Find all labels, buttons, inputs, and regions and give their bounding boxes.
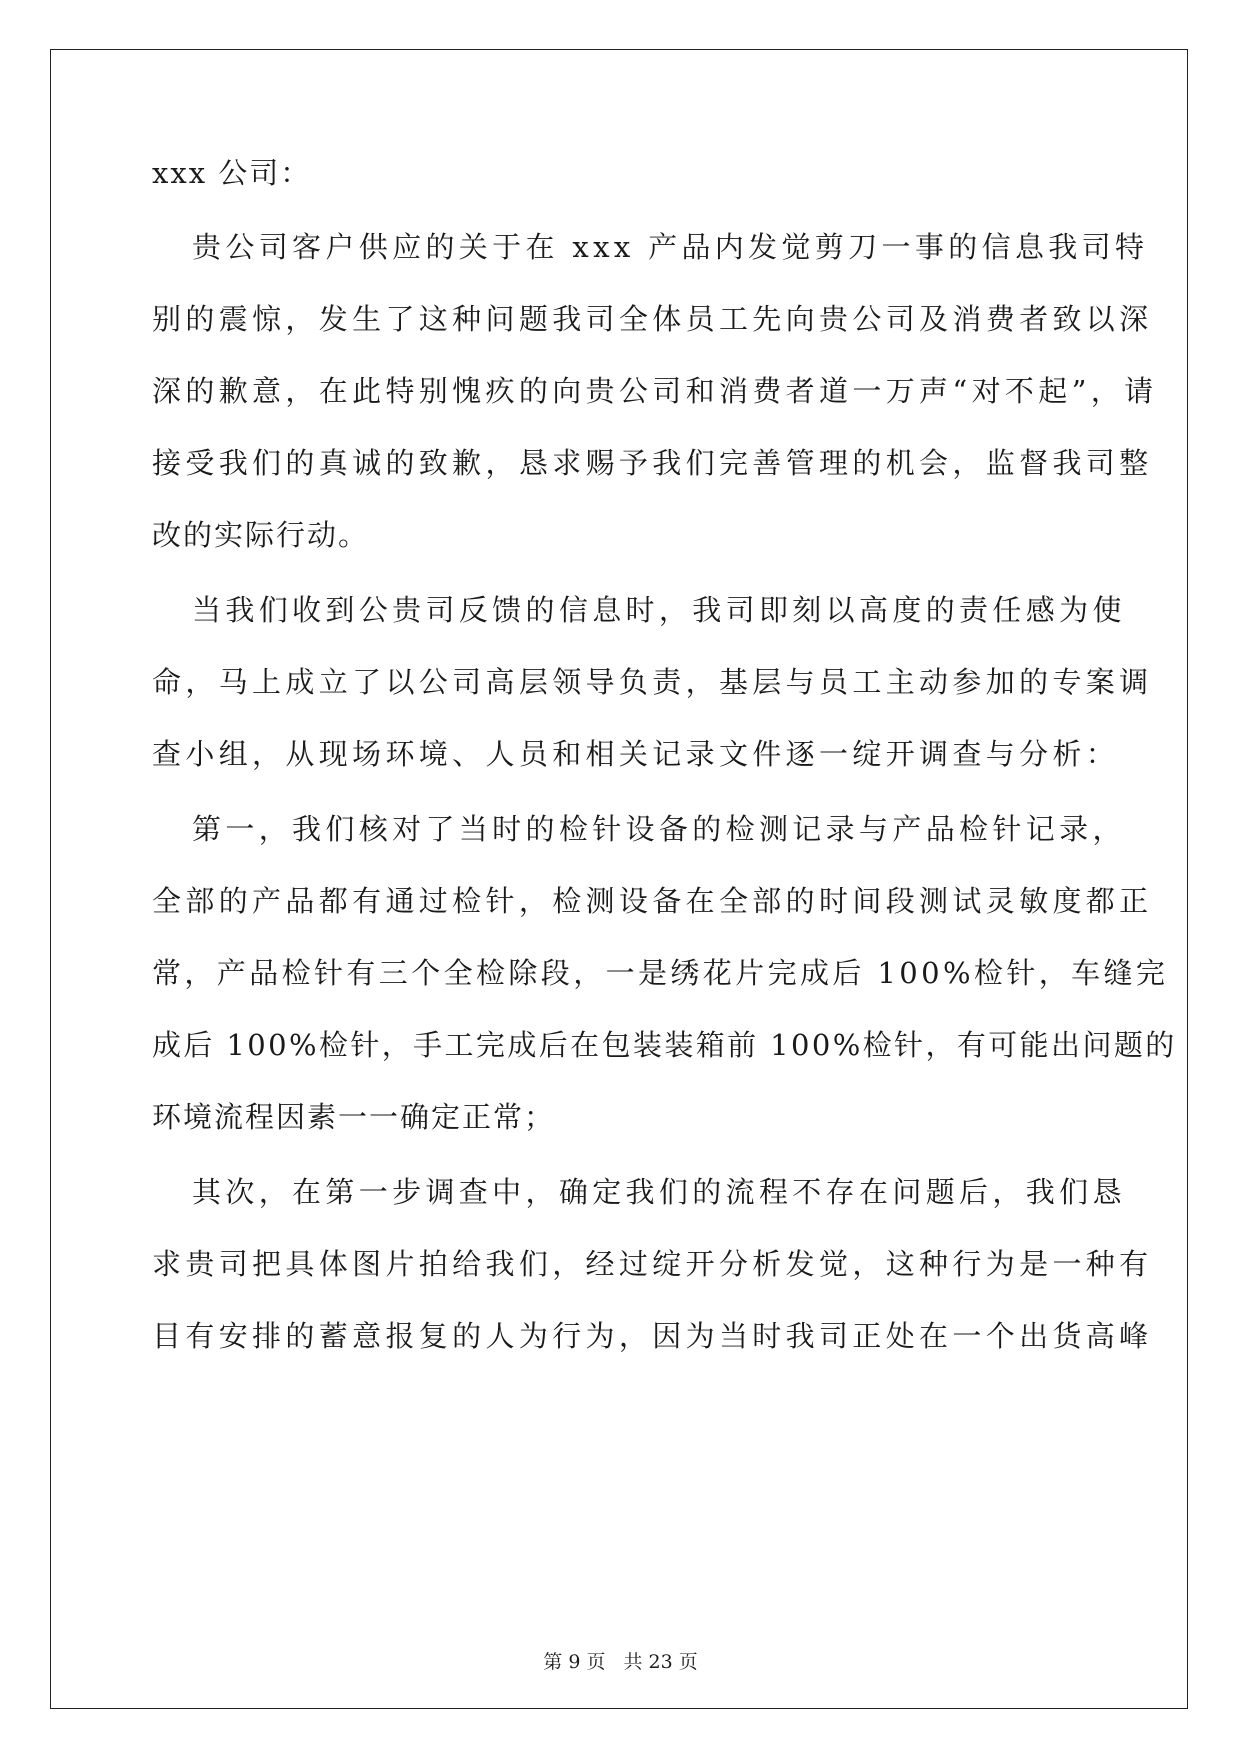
paragraph-4-line-3: 目有安排的蓄意报复的人为行为，因为当时我司正处在一个出货高峰 [152,1319,1153,1353]
paragraph-3-line-2: 全部的产品都有通过检针，检测设备在全部的时间段测试灵敏度都正 [152,884,1153,918]
paragraph-1-line-4: 接受我们的真诚的致歉，恳求赐予我们完善管理的机会，监督我司整 [152,446,1153,480]
paragraph-1-line-2: 别的震惊，发生了这种问题我司全体员工先向贵公司及消费者致以深 [152,302,1153,336]
salutation: xxx 公司： [152,156,312,190]
paragraph-4-line-2: 求贵司把具体图片拍给我们，经过绽开分析发觉，这种行为是一种有 [152,1247,1153,1281]
paragraph-3-line-1: 第一，我们核对了当时的检针设备的检测记录与产品检针记录， [192,812,1126,846]
paragraph-1-line-5: 改的实际行动。 [152,518,370,552]
paragraph-3-line-4: 成后 100%检针，手工完成后在包装装箱前 100%检针，有可能出问题的 [152,1028,1177,1062]
page-number: 第 9 页 [543,1651,606,1673]
page-total: 共 23 页 [623,1651,698,1673]
paragraph-2-line-2: 命，马上成立了以公司高层领导负责，基层与员工主动参加的专案调 [152,665,1153,699]
page-border [50,49,1188,1709]
paragraph-3-line-5: 环境流程因素一一确定正常； [152,1100,556,1134]
paragraph-1-line-1: 贵公司客户供应的关于在 xxx 产品内发觉剪刀一事的信息我司特 [192,230,1149,264]
paragraph-2-line-1: 当我们收到公贵司反馈的信息时，我司即刻以高度的责任感为使 [192,593,1126,627]
paragraph-2-line-3: 查小组，从现场环境、人员和相关记录文件逐一绽开调查与分析： [152,737,1120,771]
paragraph-3-line-3: 常，产品检针有三个全检除段，一是绣花片完成后 100%检针，车缝完 [152,956,1169,990]
page-footer [0,1650,1241,1674]
paragraph-4-line-1: 其次，在第一步调查中，确定我们的流程不存在问题后，我们恳 [192,1175,1126,1209]
paragraph-1-line-3: 深的歉意，在此特别愧疚的向贵公司和消费者道一万声“对不起”，请 [152,374,1158,408]
